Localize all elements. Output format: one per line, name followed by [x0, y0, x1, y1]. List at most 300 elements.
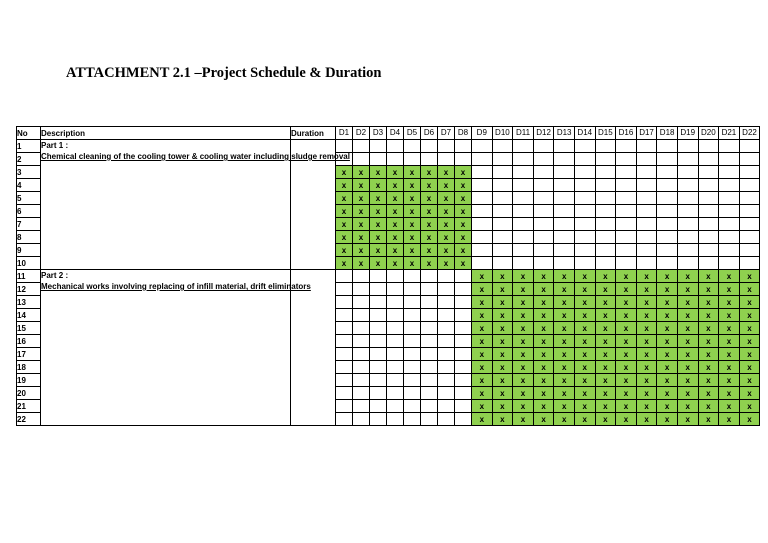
schedule-cell [421, 153, 438, 166]
schedule-cell: x [636, 270, 657, 283]
schedule-cell: x [636, 309, 657, 322]
schedule-cell [554, 179, 575, 192]
schedule-cell: x [387, 257, 404, 270]
schedule-cell: x [533, 322, 554, 335]
schedule-cell: x [513, 348, 534, 361]
schedule-cell [616, 166, 637, 179]
schedule-cell [574, 244, 595, 257]
schedule-cell: x [616, 296, 637, 309]
schedule-cell [739, 244, 760, 257]
header-day-7: D7 [438, 127, 455, 140]
schedule-cell: x [698, 374, 719, 387]
schedule-cell: x [492, 400, 513, 413]
schedule-cell: x [370, 244, 387, 257]
part-label: Part 1 : [41, 141, 69, 150]
schedule-cell [616, 192, 637, 205]
schedule-cell: x [739, 296, 760, 309]
schedule-cell: x [533, 374, 554, 387]
schedule-cell [438, 361, 455, 374]
schedule-cell [636, 257, 657, 270]
row-number: 6 [17, 205, 41, 218]
schedule-cell [387, 270, 404, 283]
schedule-cell [421, 400, 438, 413]
schedule-cell: x [698, 335, 719, 348]
schedule-cell [595, 218, 616, 231]
schedule-cell: x [421, 179, 438, 192]
schedule-cell: x [387, 192, 404, 205]
schedule-cell: x [636, 374, 657, 387]
schedule-cell: x [513, 283, 534, 296]
schedule-cell: x [657, 374, 678, 387]
schedule-cell [719, 257, 740, 270]
schedule-cell [387, 361, 404, 374]
schedule-cell [404, 335, 421, 348]
schedule-cell [353, 361, 370, 374]
schedule-cell [387, 348, 404, 361]
schedule-cell [438, 413, 455, 426]
schedule-cell: x [370, 166, 387, 179]
row-number: 7 [17, 218, 41, 231]
schedule-cell: x [719, 361, 740, 374]
schedule-cell [719, 140, 740, 153]
schedule-cell [719, 179, 740, 192]
schedule-cell: x [574, 309, 595, 322]
schedule-cell [336, 387, 353, 400]
schedule-cell [492, 205, 513, 218]
schedule-cell [370, 413, 387, 426]
schedule-cell [370, 296, 387, 309]
schedule-cell: x [353, 192, 370, 205]
schedule-cell: x [574, 361, 595, 374]
header-day-2: D2 [353, 127, 370, 140]
schedule-cell: x [554, 283, 575, 296]
schedule-cell [387, 335, 404, 348]
schedule-cell: x [421, 192, 438, 205]
schedule-cell: x [616, 387, 637, 400]
schedule-cell [421, 270, 438, 283]
schedule-cell: x [636, 400, 657, 413]
schedule-cell [438, 296, 455, 309]
row-number: 1 [17, 140, 41, 153]
schedule-cell: x [455, 218, 472, 231]
schedule-cell: x [404, 244, 421, 257]
schedule-cell [616, 205, 637, 218]
part-description-cell [41, 140, 350, 270]
schedule-cell: x [719, 283, 740, 296]
schedule-cell [698, 231, 719, 244]
schedule-cell: x [739, 374, 760, 387]
row-number: 22 [17, 413, 41, 426]
schedule-cell: x [739, 413, 760, 426]
schedule-cell [404, 348, 421, 361]
schedule-cell [472, 231, 493, 244]
schedule-cell [595, 179, 616, 192]
schedule-cell [513, 205, 534, 218]
schedule-cell: x [421, 205, 438, 218]
schedule-cell [574, 166, 595, 179]
schedule-cell [677, 166, 698, 179]
schedule-cell [657, 153, 678, 166]
schedule-cell: x [677, 400, 698, 413]
schedule-cell: x [336, 205, 353, 218]
schedule-cell [387, 296, 404, 309]
schedule-cell [492, 231, 513, 244]
schedule-cell [719, 231, 740, 244]
schedule-cell [387, 140, 404, 153]
schedule-cell: x [492, 296, 513, 309]
schedule-cell [719, 166, 740, 179]
schedule-cell [698, 218, 719, 231]
schedule-cell [677, 179, 698, 192]
schedule-cell [595, 244, 616, 257]
schedule-cell [387, 322, 404, 335]
schedule-cell [513, 257, 534, 270]
schedule-cell [574, 205, 595, 218]
schedule-cell [533, 218, 554, 231]
schedule-cell [719, 244, 740, 257]
schedule-cell: x [472, 374, 493, 387]
schedule-cell [353, 400, 370, 413]
schedule-cell: x [472, 348, 493, 361]
schedule-cell [404, 361, 421, 374]
schedule-cell [387, 309, 404, 322]
schedule-cell [370, 322, 387, 335]
schedule-cell: x [421, 231, 438, 244]
schedule-cell: x [492, 374, 513, 387]
header-day-14: D14 [574, 127, 595, 140]
schedule-cell [404, 387, 421, 400]
header-day-21: D21 [719, 127, 740, 140]
schedule-cell: x [595, 374, 616, 387]
schedule-cell [677, 244, 698, 257]
schedule-cell: x [370, 257, 387, 270]
schedule-cell [472, 140, 493, 153]
schedule-cell [492, 140, 513, 153]
schedule-cell [719, 192, 740, 205]
schedule-cell [719, 205, 740, 218]
schedule-cell: x [438, 244, 455, 257]
schedule-cell: x [472, 283, 493, 296]
schedule-cell: x [739, 283, 760, 296]
schedule-cell: x [677, 309, 698, 322]
schedule-cell: x [719, 413, 740, 426]
schedule-cell: x [657, 309, 678, 322]
schedule-cell [455, 335, 472, 348]
schedule-cell [336, 270, 353, 283]
schedule-cell: x [370, 179, 387, 192]
schedule-cell [739, 231, 760, 244]
schedule-cell [739, 257, 760, 270]
schedule-cell [438, 153, 455, 166]
schedule-cell: x [636, 387, 657, 400]
schedule-cell: x [513, 335, 534, 348]
schedule-cell: x [574, 322, 595, 335]
schedule-cell [616, 218, 637, 231]
schedule-cell: x [698, 361, 719, 374]
schedule-cell: x [513, 400, 534, 413]
schedule-cell [554, 192, 575, 205]
schedule-cell: x [719, 296, 740, 309]
schedule-cell [677, 231, 698, 244]
schedule-cell [387, 283, 404, 296]
schedule-cell: x [387, 244, 404, 257]
schedule-cell [513, 140, 534, 153]
schedule-cell [387, 153, 404, 166]
schedule-cell: x [533, 335, 554, 348]
schedule-cell [574, 218, 595, 231]
schedule-cell: x [719, 270, 740, 283]
schedule-cell [336, 374, 353, 387]
schedule-cell [616, 153, 637, 166]
row-number: 18 [17, 361, 41, 374]
schedule-cell [472, 205, 493, 218]
schedule-cell [472, 153, 493, 166]
header-day-11: D11 [513, 127, 534, 140]
schedule-cell [533, 140, 554, 153]
schedule-cell: x [574, 413, 595, 426]
schedule-cell [636, 140, 657, 153]
schedule-cell: x [455, 205, 472, 218]
schedule-cell: x [616, 361, 637, 374]
schedule-cell: x [513, 309, 534, 322]
schedule-cell: x [657, 387, 678, 400]
schedule-cell: x [404, 231, 421, 244]
schedule-cell [554, 244, 575, 257]
schedule-cell: x [595, 322, 616, 335]
schedule-cell: x [455, 257, 472, 270]
schedule-cell: x [492, 348, 513, 361]
schedule-cell: x [533, 348, 554, 361]
schedule-cell: x [353, 166, 370, 179]
schedule-cell [370, 387, 387, 400]
schedule-cell [438, 348, 455, 361]
schedule-cell: x [657, 296, 678, 309]
header-day-4: D4 [387, 127, 404, 140]
schedule-cell [554, 218, 575, 231]
schedule-cell [533, 231, 554, 244]
header-day-18: D18 [657, 127, 678, 140]
schedule-cell: x [370, 218, 387, 231]
row-number: 11 [17, 270, 41, 283]
schedule-cell: x [438, 231, 455, 244]
schedule-cell: x [421, 166, 438, 179]
schedule-cell: x [616, 348, 637, 361]
schedule-cell [533, 205, 554, 218]
schedule-cell: x [438, 166, 455, 179]
row-number: 17 [17, 348, 41, 361]
schedule-cell: x [636, 335, 657, 348]
schedule-cell: x [719, 348, 740, 361]
schedule-cell [492, 244, 513, 257]
schedule-cell: x [698, 387, 719, 400]
schedule-cell: x [533, 361, 554, 374]
schedule-cell: x [387, 205, 404, 218]
header-no: No [17, 127, 41, 140]
schedule-cell [455, 400, 472, 413]
schedule-cell: x [719, 335, 740, 348]
schedule-cell [336, 140, 353, 153]
schedule-cell: x [492, 413, 513, 426]
schedule-cell [353, 283, 370, 296]
schedule-cell: x [513, 361, 534, 374]
schedule-cell [513, 153, 534, 166]
schedule-cell: x [574, 348, 595, 361]
schedule-cell [370, 335, 387, 348]
schedule-cell: x [533, 296, 554, 309]
schedule-cell: x [492, 309, 513, 322]
part-duration-cell [291, 270, 336, 426]
schedule-cell [574, 179, 595, 192]
row-number: 13 [17, 296, 41, 309]
schedule-cell [657, 205, 678, 218]
schedule-cell [455, 348, 472, 361]
schedule-cell: x [336, 179, 353, 192]
schedule-cell [472, 192, 493, 205]
row-number: 16 [17, 335, 41, 348]
schedule-cell [595, 153, 616, 166]
schedule-cell: x [533, 413, 554, 426]
schedule-cell: x [719, 309, 740, 322]
schedule-cell [336, 361, 353, 374]
schedule-cell: x [404, 205, 421, 218]
schedule-cell: x [719, 387, 740, 400]
schedule-cell: x [574, 374, 595, 387]
schedule-cell: x [636, 361, 657, 374]
schedule-cell [492, 179, 513, 192]
schedule-cell: x [636, 322, 657, 335]
schedule-cell [472, 166, 493, 179]
schedule-cell [421, 322, 438, 335]
schedule-cell [533, 244, 554, 257]
schedule-cell: x [492, 387, 513, 400]
schedule-cell [421, 361, 438, 374]
schedule-cell: x [336, 257, 353, 270]
schedule-cell [533, 166, 554, 179]
schedule-cell [677, 218, 698, 231]
schedule-cell [657, 231, 678, 244]
schedule-cell [554, 257, 575, 270]
schedule-cell: x [636, 413, 657, 426]
schedule-cell [533, 257, 554, 270]
schedule-cell [698, 257, 719, 270]
schedule-cell [554, 166, 575, 179]
schedule-cell: x [353, 244, 370, 257]
schedule-cell [455, 322, 472, 335]
schedule-cell [353, 140, 370, 153]
schedule-cell [657, 166, 678, 179]
schedule-cell [739, 192, 760, 205]
row-number: 9 [17, 244, 41, 257]
schedule-cell [353, 387, 370, 400]
schedule-cell [438, 400, 455, 413]
schedule-cell [370, 283, 387, 296]
header-duration: Duration [291, 127, 336, 140]
schedule-cell: x [387, 218, 404, 231]
schedule-cell: x [698, 400, 719, 413]
schedule-cell: x [438, 205, 455, 218]
schedule-cell [698, 192, 719, 205]
schedule-cell: x [455, 179, 472, 192]
schedule-cell: x [492, 335, 513, 348]
schedule-cell [574, 257, 595, 270]
schedule-cell: x [677, 348, 698, 361]
schedule-cell: x [387, 166, 404, 179]
row-number: 3 [17, 166, 41, 179]
schedule-cell [404, 153, 421, 166]
schedule-cell [616, 231, 637, 244]
schedule-cell [404, 413, 421, 426]
schedule-cell [353, 348, 370, 361]
row-number: 8 [17, 231, 41, 244]
schedule-cell: x [472, 400, 493, 413]
schedule-cell [616, 179, 637, 192]
schedule-cell: x [677, 296, 698, 309]
schedule-cell [574, 192, 595, 205]
schedule-cell [739, 218, 760, 231]
schedule-cell [421, 387, 438, 400]
schedule-cell [353, 270, 370, 283]
part-description: Chemical cleaning of the cooling tower & cooling water including sludge removal [41, 152, 350, 161]
schedule-cell: x [472, 296, 493, 309]
schedule-cell: x [698, 309, 719, 322]
header-description: Description [41, 127, 291, 140]
schedule-cell: x [595, 309, 616, 322]
row-number: 20 [17, 387, 41, 400]
schedule-cell [421, 335, 438, 348]
schedule-cell [513, 244, 534, 257]
schedule-cell [595, 257, 616, 270]
schedule-cell: x [616, 309, 637, 322]
schedule-cell: x [513, 374, 534, 387]
schedule-cell: x [574, 283, 595, 296]
schedule-cell [404, 296, 421, 309]
schedule-cell: x [513, 296, 534, 309]
schedule-cell [455, 387, 472, 400]
schedule-cell [370, 309, 387, 322]
schedule-cell [370, 374, 387, 387]
schedule-cell [657, 179, 678, 192]
schedule-cell [370, 400, 387, 413]
schedule-cell: x [455, 192, 472, 205]
schedule-cell [336, 296, 353, 309]
header-day-17: D17 [636, 127, 657, 140]
schedule-cell [513, 166, 534, 179]
row-number: 10 [17, 257, 41, 270]
schedule-cell [353, 413, 370, 426]
schedule-cell: x [677, 361, 698, 374]
schedule-cell: x [336, 166, 353, 179]
schedule-cell [472, 179, 493, 192]
schedule-cell [455, 283, 472, 296]
schedule-cell [657, 244, 678, 257]
part-description: Mechanical works involving replacing of infill material, drift eliminators [41, 282, 311, 291]
schedule-cell: x [421, 257, 438, 270]
schedule-cell [455, 413, 472, 426]
schedule-cell: x [554, 387, 575, 400]
schedule-cell [719, 218, 740, 231]
schedule-cell [719, 153, 740, 166]
schedule-cell: x [513, 322, 534, 335]
schedule-cell: x [574, 387, 595, 400]
schedule-cell [336, 413, 353, 426]
schedule-cell: x [336, 218, 353, 231]
schedule-cell [472, 257, 493, 270]
schedule-cell [616, 244, 637, 257]
schedule-cell: x [595, 387, 616, 400]
schedule-cell [353, 322, 370, 335]
schedule-cell [698, 166, 719, 179]
schedule-cell [455, 361, 472, 374]
